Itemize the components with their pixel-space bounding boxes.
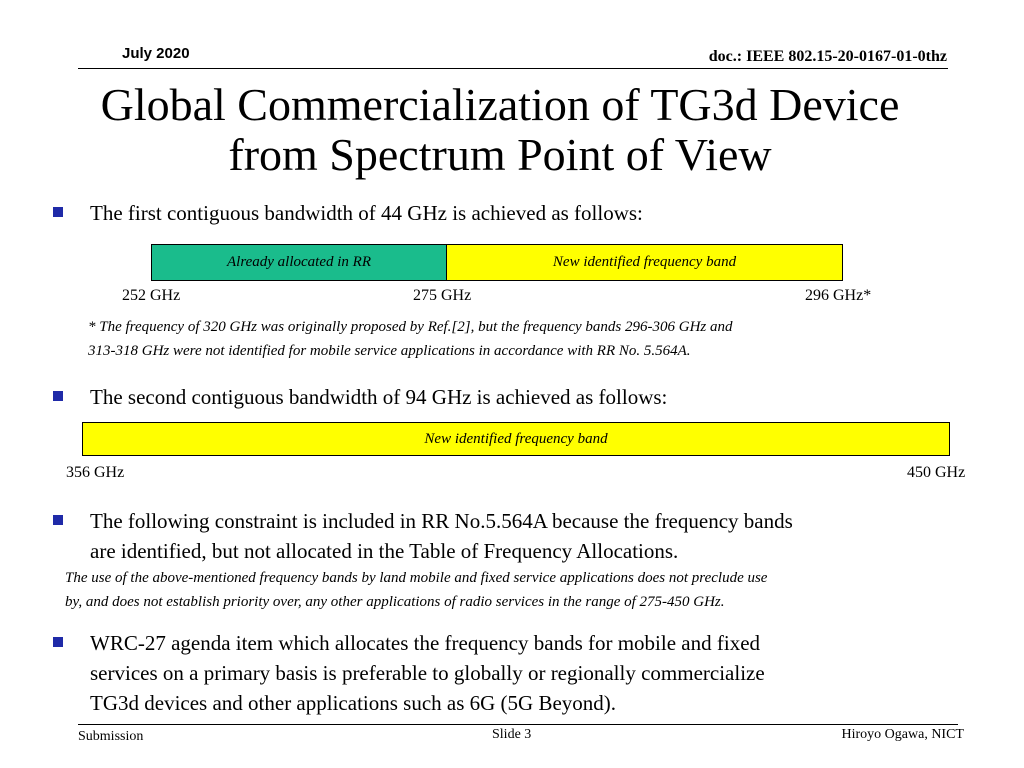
bullet-square-icon [53, 637, 63, 647]
bullet-text-line-2: services on a primary basis is preferable to globally or regionally commercialize [90, 661, 765, 685]
title-line-2: from Spectrum Point of View [228, 129, 772, 180]
bullet-square-icon [53, 391, 63, 401]
band-bar-allocated-label: Already allocated in RR [227, 254, 371, 270]
header-divider [78, 68, 948, 69]
title-line-1: Global Commercialization of TG3d Device [100, 79, 900, 130]
bullet-text-line-3: TG3d devices and other applications such as 6G (5G Beyond). [90, 691, 617, 715]
footer-author: Hiroyo Ogawa, NICT [841, 727, 964, 742]
bullet-first-bandwidth [90, 198, 643, 228]
freq-label-252: 252 GHz [122, 287, 181, 304]
footer-slide-number: Slide 3 [492, 727, 532, 742]
freq-label-356: 356 GHz [66, 464, 125, 481]
rr-quote-line-1: The use of the above-mentioned frequency bands by land mobile and fixed service applications does not preclude use [65, 570, 768, 586]
footnote-line-1: * The frequency of 320 GHz was originally proposed by Ref.[2], but the frequency bands 296-306 GHz and [88, 319, 733, 335]
footer-divider [78, 724, 958, 725]
freq-label-275: 275 GHz [413, 287, 472, 304]
bullet-square-icon [53, 207, 63, 217]
bullet-text-line-1: WRC-27 agenda item which allocates the frequency bands for mobile and fixed [90, 631, 761, 655]
freq-label-296: 296 GHz* [805, 287, 872, 304]
band-bar-new-label: New identified frequency band [424, 430, 608, 447]
band-bar-allocated [151, 244, 447, 281]
header-doc-id: doc.: IEEE 802.15-20-0167-01-0thz [708, 48, 947, 65]
bullet-text-line-2: are identified, but not allocated in the Table of Frequency Allocations. [90, 539, 679, 563]
page-title [0, 80, 1000, 180]
freq-label-450: 450 GHz [907, 464, 966, 481]
band-bar-new-label: New identified frequency band [552, 254, 737, 270]
bullet-wrc27 [90, 628, 765, 718]
bullet-text-line-1: The following constraint is included in RR No.5.564A because the frequency bands [90, 509, 793, 533]
rr-quote-line-2: by, and does not establish priority over, any other applications of radio services in the range of 275-450 GHz. [65, 594, 725, 610]
footer-submission: Submission [78, 729, 144, 744]
header-date: July 2020 [122, 45, 190, 62]
rr-quote [65, 566, 767, 614]
bullet-text: The second contiguous bandwidth of 94 GHz is achieved as follows: [90, 385, 668, 409]
bullet-text: The first contiguous bandwidth of 44 GHz is achieved as follows: [90, 201, 643, 225]
footnote-line-2: 313-318 GHz were not identified for mobile service applications in accordance with RR No. 5.564A. [88, 343, 691, 359]
band-bar-new-2 [82, 422, 950, 456]
bullet-second-bandwidth [90, 382, 667, 412]
footnote [88, 315, 733, 363]
band-bar-new-1 [446, 244, 843, 281]
bullet-square-icon [53, 515, 63, 525]
bullet-constraint [90, 506, 793, 566]
